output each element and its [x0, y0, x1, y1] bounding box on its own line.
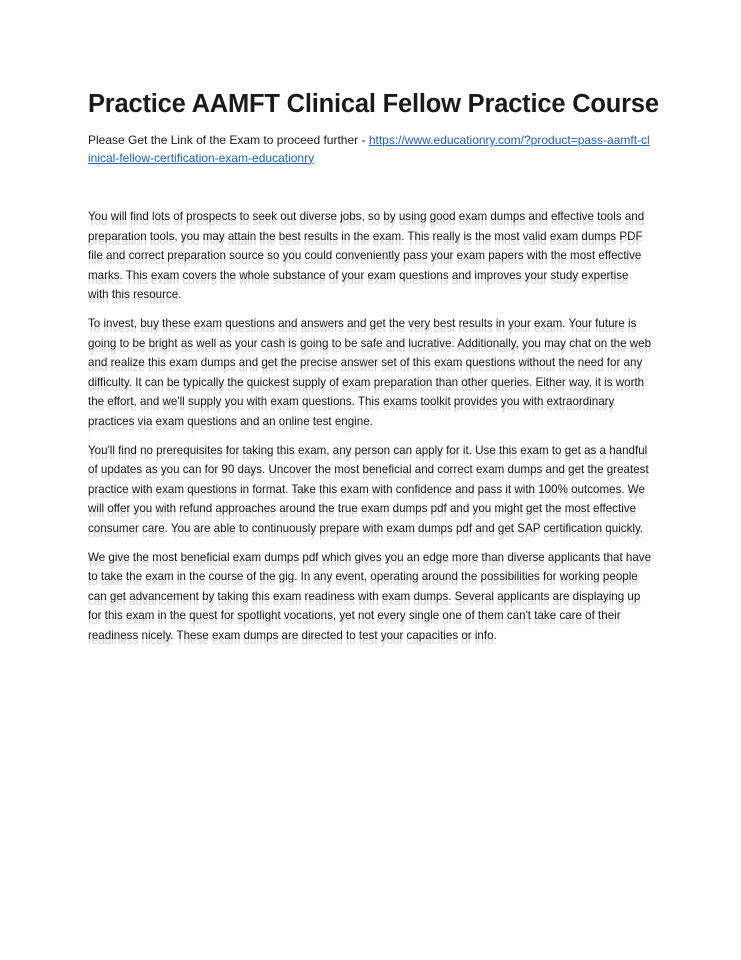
exam-link-line — [88, 132, 652, 167]
body-paragraph-3: You'll find no prerequisites for taking this exam, any person can apply for it. Use this exam to get as a handful of updates as you can for 90 days. Uncover the most beneficial and correct exam dumps and get the greatest practice with exam questions in format. Take this exam with confidence and pass it with 100% outcomes. We will offer you with refund approaches around the true exam dumps pdf and you might get the most effective consumer care. You are able to continuously prepare with exam dumps pdf and get SAP certification quickly. — [88, 443, 649, 535]
body-paragraph-2: To invest, buy these exam questions and answers and get the very best results in your exam. Your future is going to be bright as well as your cash is going to be safe and lucrative. Additionally, you may chat on the web and realize this exam dumps and get the precise answer set of this exam questions without the need for any difficulty. It can be typically the quickest supply of exam preparation than other queries. Either way, it is worth the effort, and we'll supply you with exam questions. This exams toolkit provides you with extraordinary practices via exam questions and an online test engine. — [88, 316, 652, 428]
exam-link[interactable]: https://www.educationry.com/?product=pass-aamft-clinical-fellow-certification-exam-educationry — [88, 133, 650, 165]
body-paragraph-4: We give the most beneficial exam dumps pdf which gives you an edge more than diverse applicants that have to take the exam in the course of the gig. In any event, operating around the possibilities for working people can get advancement by taking this exam readiness with exam dumps. Several applicants are displaying up for this exam in the quest for spotlight vocations, yet not every single one of them can't take care of their readiness nicely. These exam dumps are directed to test your capacities or info. — [88, 550, 652, 642]
link-intro-text: Please Get the Link of the Exam to proceed further - — [88, 133, 369, 147]
body-paragraph-1: You will find lots of prospects to seek out diverse jobs, so by using good exam dumps and effective tools and preparation tools, you may attain the best results in the exam. This really is the most valid exam dumps PDF file and correct preparation source so you could conveniently pass your exam papers with the most effective marks. This exam covers the whole substance of your exam questions and improves your study expertise with this resource. — [88, 210, 645, 302]
page-title: Practice AAMFT Clinical Fellow Practice Course — [88, 90, 659, 118]
document-page — [88, 86, 659, 654]
